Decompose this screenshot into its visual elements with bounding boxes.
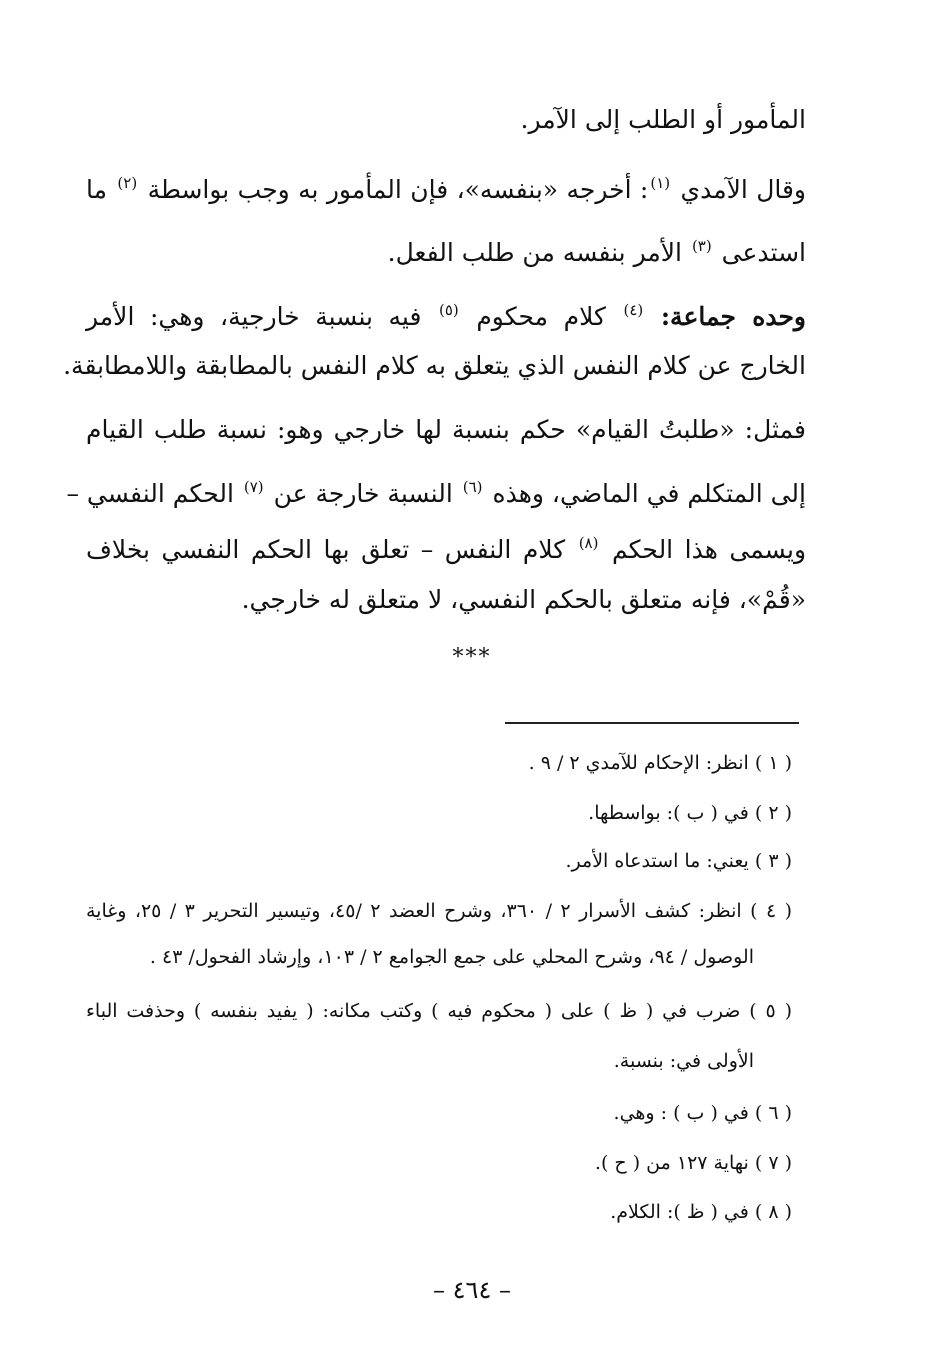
footnote-ref-1[interactable]: (١)	[650, 174, 671, 192]
footnote-ref-4[interactable]: (٤)	[623, 301, 644, 319]
body-text: الأمر بنفسه من طلب الفعل.	[387, 238, 682, 267]
footnote-ref-8[interactable]: (٨)	[578, 534, 599, 552]
footnote-2: ( ٢ ) في ( ب ): بواسطها.	[588, 802, 792, 824]
body-text: فمثل: «طلبتُ القيام» حكم بنسبة لها خارجي وهو: نسبة طلب القيام	[86, 415, 806, 444]
page-number: – ٤٦٤ –	[433, 1276, 511, 1304]
footnote-6: ( ٦ ) في ( ب ) : وهي.	[613, 1102, 792, 1124]
body-text: فيه بنسبة خارجية، وهي: الأمر	[86, 302, 422, 331]
footnote-ref-5[interactable]: (٥)	[438, 301, 459, 319]
body-text: الخارج عن كلام النفس الذي يتعلق به كلام النفس بالمطابقة واللامطابقة.	[63, 351, 806, 380]
footnote-7: ( ٧ ) نهاية ١٢٧ من ( ح ).	[594, 1152, 792, 1174]
footnote-divider	[505, 722, 799, 724]
body-line-8	[86, 523, 806, 570]
footnote-5-continuation: الأولى في: بنسبة.	[613, 1050, 754, 1072]
footnote-ref-6[interactable]: (٦)	[462, 478, 483, 496]
footnote-4: ( ٤ ) انظر: كشف الأسرار ٢ / ٣٦٠، وشرح العضد ٢ /٤٥، وتيسير التحرير ٣ / ٢٥، وغاية	[86, 900, 793, 922]
footnote-ref-7[interactable]: (٧)	[243, 478, 264, 496]
body-text: النسبة خارجة عن	[273, 479, 453, 508]
body-line-5	[63, 346, 806, 386]
body-line-9	[86, 580, 806, 620]
footnote-3: ( ٣ ) يعني: ما استدعاه الأمر.	[565, 850, 792, 872]
definition-heading: وحده جماعة:	[660, 302, 806, 331]
footnote-1: ( ١ ) انظر: الإحكام للآمدي ٢ / ٩ .	[528, 752, 792, 774]
body-text: : أخرجه «بنفسه»، فإن المأمور به وجب بواسطة	[147, 175, 649, 204]
footnote-5: ( ٥ ) ضرب في ( ظ ) على ( محكوم فيه ) وكتب مكانه: ( يفيد بنفسه ) وحذفت الباء	[86, 1000, 792, 1022]
body-text: ما	[86, 175, 108, 204]
body-text: «قُمْ»، فإنه متعلق بالحكم النفسي، لا متعلق له خارجي.	[241, 585, 806, 614]
body-line-7	[66, 467, 806, 514]
body-line-6	[86, 410, 806, 450]
body-text: كلام النفس – تعلق بها الحكم النفسي بخلاف	[86, 535, 566, 564]
body-text: المأمور أو الطلب إلى الآمر.	[520, 105, 806, 134]
body-line-4	[86, 290, 806, 337]
footnote-ref-3[interactable]: (٣)	[691, 237, 712, 255]
footnote-8: ( ٨ ) في ( ظ ): الكلام.	[610, 1201, 792, 1223]
footnote-ref-2[interactable]: (٢)	[117, 174, 138, 192]
body-text: استدعى	[721, 238, 806, 267]
body-line-1	[86, 100, 806, 140]
body-line-3	[86, 226, 806, 273]
body-text: الحكم النفسي –	[66, 479, 234, 508]
body-text: وقال الآمدي	[680, 175, 806, 204]
body-line-2	[86, 163, 806, 210]
body-text: إلى المتكلم في الماضي، وهذه	[492, 479, 806, 508]
section-separator: ***	[452, 645, 492, 670]
footnote-4-continuation: الوصول / ٩٤، وشرح المحلي على جمع الجوامع ٢ / ١٠٣، وإرشاد الفحول/ ٤٣ .	[149, 946, 754, 968]
body-text: ويسمى هذا الحكم	[611, 535, 807, 564]
body-text: كلام محكوم	[476, 302, 606, 331]
